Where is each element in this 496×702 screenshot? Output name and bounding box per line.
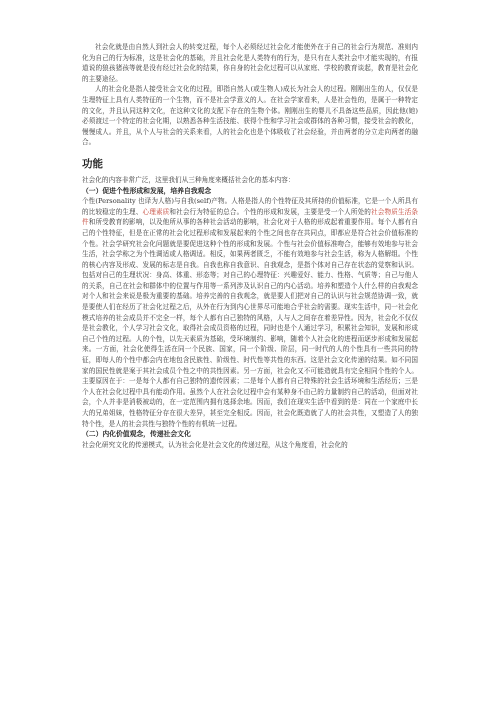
intro-paragraph-1: 社会化就是由自然人到社会人的转变过程，每个人必须经过社会化才能使外在于自己的社会行为规范、准则内化为自己的行为标准，这是社会化的基础，并且社会化是人类特有的行为，是只有在人类社会中才能实现的，有报道说的狼孩猪孩等就是没有经过社会化的结果，你自身的社会化过程可以从家庭、学校的教育谈起，教育是社会化的主要途径。 [82, 43, 418, 83]
intro-paragraph-2: 人的社会化是指人接受社会文化的过程，即指自然人(或生物人)成长为社会人的过程。刚刚出生的人，仅仅是生理特征上具有人类特征的一个生物，而不是社会学意义的人。在社会学家看来，人是社会性的，是属于一种特定的文化，并且认同这种文化，在这种文化的支配下存在的生物个体。刚刚出生的婴儿不具备这些品质，因此他(她)必须渡过一个特定的社会化期，以熟悉各种生活技能、获得个性和学习社会或群体的各种习惯，接受社会的教化，慢慢成人。并且，从个人与社会的关系来看，人的社会化也是个体吸收了社会经验，并由两者的分立走向两者的融合。 [82, 85, 418, 147]
personality-text-a: 个性(Personality 也译为人格)与自我(self)产物。人格是指人的个性特征及其所持的价值标准，它是一个人所具有的比较稳定的生理、 [82, 197, 418, 216]
document-body [82, 42, 418, 450]
link-material-living-conditions[interactable]: 社会物质生活条件 [82, 207, 419, 227]
values-paragraph: 社会化研究文化的传递模式，认为社会化是社会文化的传递过程，从这个角度看，社会化的 [82, 440, 348, 449]
personality-text-b: 和社会行为特征的总合。个性的形成和发展，主要是受一个人所处的 [169, 207, 372, 216]
subheading-personality: （一）促进个性形成和发展，培养自我观念 [82, 186, 212, 195]
section-intro: 社会化的内容非常广泛，这里我们从三种角度来概括社会化的基本内容： [82, 175, 295, 184]
personality-paragraph [82, 196, 418, 429]
personality-text-c: 和所受教育的影响，以及他所从事的各种社会活动的影响，社会化对于人格的形成起着重要作用。每个人都有自己的个性特征，但是在正常的社会化过程形成和发展起来的个性之间也存在共同点，即都应是符合社会价值标准的个性。社会学研究社会化问题就是要促进这种个性的形成和发展。个性与社会价值标准吻合，能够有效地参与社会生活，社会学称之为个性调适或人格调适。相反，如果两者匮乏，不能有效地参与社会生活，称为人格解组。个性的核心内容及形成、发展的标志是自我。自我也称自我意识、自我观念，是指个体对自己存在状态的觉察和认识。包括对自己的生理状况：身高、体重、形态等；对自己的心理特征：兴趣爱好、能力、性格、气质等；自己与他人的关系，自己在社会和群体中的位置与作用等一系列涉及认识自己的内心活动。培养和塑造个人什么样的自我观念对个人和社会来说是极为重要的基础。培养完善的自我观念，就是要人们把对自己的认识与社会规范协调一致，就是要使人们在经历了社会化过程之后，从外在行为到内心世界尽可能地合乎社会的需要。现实生活中，同一社会化模式培养的社会成员并不完全一样，每个人都有自己独特的风格，人与人之间存在着差异性。因为，社会化不仅仅是社会教化，个人学习社会文化，取得社会成员资格的过程，同时也是个人通过学习，积累社会知识，发展和形成自己个性的过程。人的个性，以先天素质为基础，受环境制约、影响，随着个人社会化的进程而逐步形成和发展起来。一方面，社会化使得生活在同一个民族、国家，同一个阶级、阶层，同一时代的人的个性具有一些共同的特征，即每人的个性中都会内在地包含民族性、阶级性、时代性等共性的东西。这是社会文化传递的结果。如不同国家的国民性就是案于其社会成员个性之中的共性因素。另一方面，社会化又不可能造就具有完全相同个性的个人。主要原因在于：一是每个人都有自己独特的遗传因素；二是每个人都有自己特殊的社会生活环境和生活经历；三是个人在社会化过程中具有能动作用。虽然个人在社会化过程中会有某种身不由己的力量制约自己的活动，但面对社会，个人并非是消极被动的，在一定范围内拥有选择余地。因而，我们在现实生活中看到的是：同在一个家庭中长大的兄弟姐妹，性格特征分存在很大差异，甚至完全相反。因而，社会化既造就了人的社会共性，又塑造了人的独特个性，是人的社会共性与独特个性的有机统一过程。 [82, 218, 418, 428]
subheading-values: （二）内化价值观念，传递社会文化 [82, 430, 191, 439]
section-heading-functions: 功能 [82, 157, 103, 170]
link-psychological-quality[interactable]: 心理素质 [142, 207, 170, 216]
